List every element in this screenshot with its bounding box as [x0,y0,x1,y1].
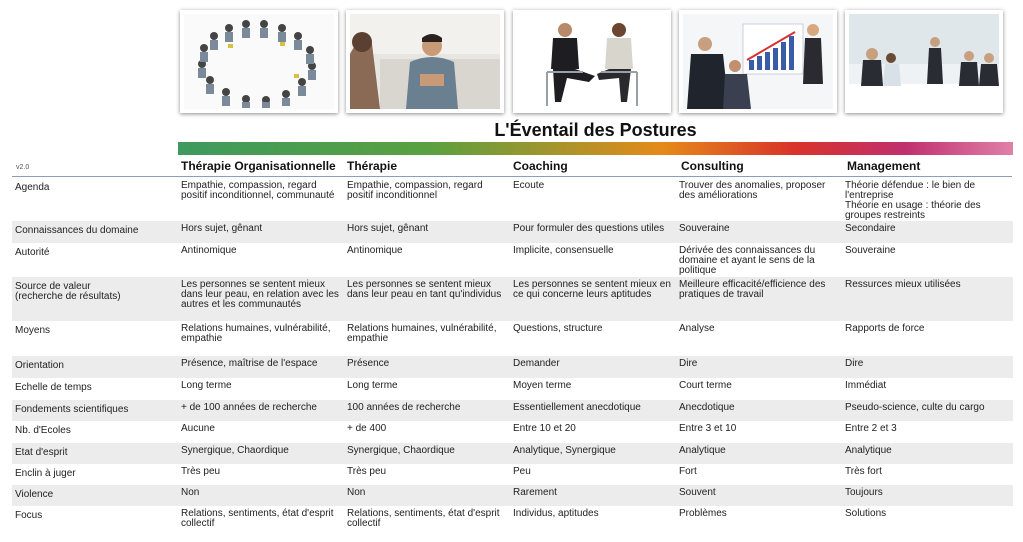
row-label: Moyens [15,325,51,336]
table-cell: Très fort [845,466,882,477]
table-cell: Analytique [679,445,726,456]
table-cell: Aucune [181,423,215,434]
table-row [12,321,1013,356]
photo-strip [180,10,1002,114]
table-cell: Analytique, Synergique [513,445,616,456]
row-label: Source de valeur (recherche de résultats) [15,281,121,302]
table-cell: Théorie défendue : le bien de l'entreprise Théorie en usage : théorie des groupes restreints [845,180,981,221]
photo-therapy-group-circle [180,10,338,113]
column-header-management: Management [847,159,921,173]
table-cell: Solutions [845,508,887,519]
column-header-therapie-organisationnelle: Thérapie Organisationnelle [181,159,336,173]
photo-consulting-presentation [679,10,837,113]
table-cell: Court terme [679,380,732,391]
column-header-coaching: Coaching [513,159,568,173]
table-cell: Très peu [181,466,221,477]
photo-coaching-conversation [513,10,671,113]
table-cell: Non [347,487,366,498]
table-row [12,221,1013,243]
table-cell: Empathie, compassion, regard positif inconditionnel, communauté [181,180,335,201]
row-label: Echelle de temps [15,382,92,393]
photo-management-meeting [845,10,1003,113]
table-cell: Les personnes se sentent mieux en ce qui concerne leurs aptitudes [513,279,671,300]
row-label: Autorité [15,247,50,258]
table-cell: Immédiat [845,380,887,391]
version-label: v2.0 [16,164,30,171]
table-cell: Relations, sentiments, état d'esprit collectif [347,508,500,529]
table-cell: Rapports de force [845,323,925,334]
table-cell: Les personnes se sentent mieux dans leur peau en tant qu'individus [347,279,502,300]
table-cell: Analytique [845,445,892,456]
table-cell: Long terme [181,380,232,391]
table-cell: Entre 2 et 3 [845,423,897,434]
table-cell: Les personnes se sentent mieux dans leur peau, en relation avec les autres et les communautés [181,279,339,310]
table-cell: Problèmes [679,508,727,519]
table-cell: Fort [679,466,697,477]
table-row [12,485,1013,506]
table-cell: Synergique, Chaordique [181,445,289,456]
table-cell: Toujours [845,487,883,498]
posture-gradient-bar [178,142,1013,155]
header-divider [12,176,1012,177]
table-row [12,400,1013,421]
table-cell: Souveraine [845,245,896,256]
table-cell: + de 400 [347,423,387,434]
table-cell: Long terme [347,380,398,391]
row-label: Violence [15,489,54,500]
table-cell: Relations humaines, vulnérabilité, empathie [181,323,331,344]
table-row [12,443,1013,464]
table-cell: Souveraine [679,223,730,234]
table-cell: Trouver des anomalies, proposer des améliorations [679,180,826,201]
table-cell: Individus, aptitudes [513,508,599,519]
row-label: Connaissances du domaine [15,225,139,236]
table-cell: Essentiellement anecdotique [513,402,641,413]
table-cell: Ressurces mieux utilisées [845,279,961,290]
table-cell: Souvent [679,487,716,498]
page-title: L'Éventail des Postures [494,120,697,140]
table-cell: Empathie, compassion, regard positif inconditionnel [347,180,483,201]
table-cell: Hors sujet, gênant [347,223,429,234]
table-cell: Présence, maîtrise de l'espace [181,358,318,369]
column-header-consulting: Consulting [681,159,744,173]
table-cell: Anecdotique [679,402,735,413]
table-cell: Pour formuler des questions utiles [513,223,665,234]
table-cell: Ecoute [513,180,545,191]
table-cell: Implicite, consensuelle [513,245,614,256]
row-label: Orientation [15,360,64,371]
table-row [12,421,1013,443]
table-row [12,277,1013,321]
table-cell: Hors sujet, gênant [181,223,263,234]
table-cell: Demander [513,358,560,369]
table-cell: Relations, sentiments, état d'esprit collectif [181,508,334,529]
table-cell: Entre 10 et 20 [513,423,576,434]
row-label: Enclin à juger [15,468,76,479]
row-label: Fondements scientifiques [15,404,129,415]
table-cell: 100 années de recherche [347,402,461,413]
table-row [12,464,1013,485]
table-cell: Meilleure efficacité/efficience des pratiques de travail [679,279,826,300]
table-cell: Dire [679,358,698,369]
table-cell: Peu [513,466,531,477]
table-cell: + de 100 années de recherche [181,402,317,413]
table-cell: Pseudo-science, culte du cargo [845,402,985,413]
column-header-therapie: Thérapie [347,159,398,173]
table-row [12,378,1013,400]
table-cell: Antinomique [347,245,403,256]
table-cell: Secondaire [845,223,896,234]
photo-therapy-session [346,10,504,113]
table-cell: Questions, structure [513,323,603,334]
table-row [12,178,1013,221]
table-cell: Synergique, Chaordique [347,445,455,456]
table-row [12,243,1013,277]
table-cell: Entre 3 et 10 [679,423,737,434]
table-row [12,356,1013,378]
table-cell: Non [181,487,200,498]
row-label: Nb. d'Ecoles [15,425,71,436]
row-label: Focus [15,510,43,521]
table-cell: Antinomique [181,245,237,256]
table-cell: Moyen terme [513,380,572,391]
table-cell: Présence [347,358,390,369]
row-label: Agenda [15,182,50,193]
table-cell: Analyse [679,323,715,334]
table-cell: Dérivée des connaissances du domaine et ayant le sens de la politique [679,245,816,276]
table-cell: Dire [845,358,864,369]
table-cell: Très peu [347,466,387,477]
table-cell: Relations humaines, vulnérabilité, empathie [347,323,497,344]
row-label: Etat d'esprit [15,447,68,458]
table-row [12,506,1013,534]
table-cell: Rarement [513,487,557,498]
